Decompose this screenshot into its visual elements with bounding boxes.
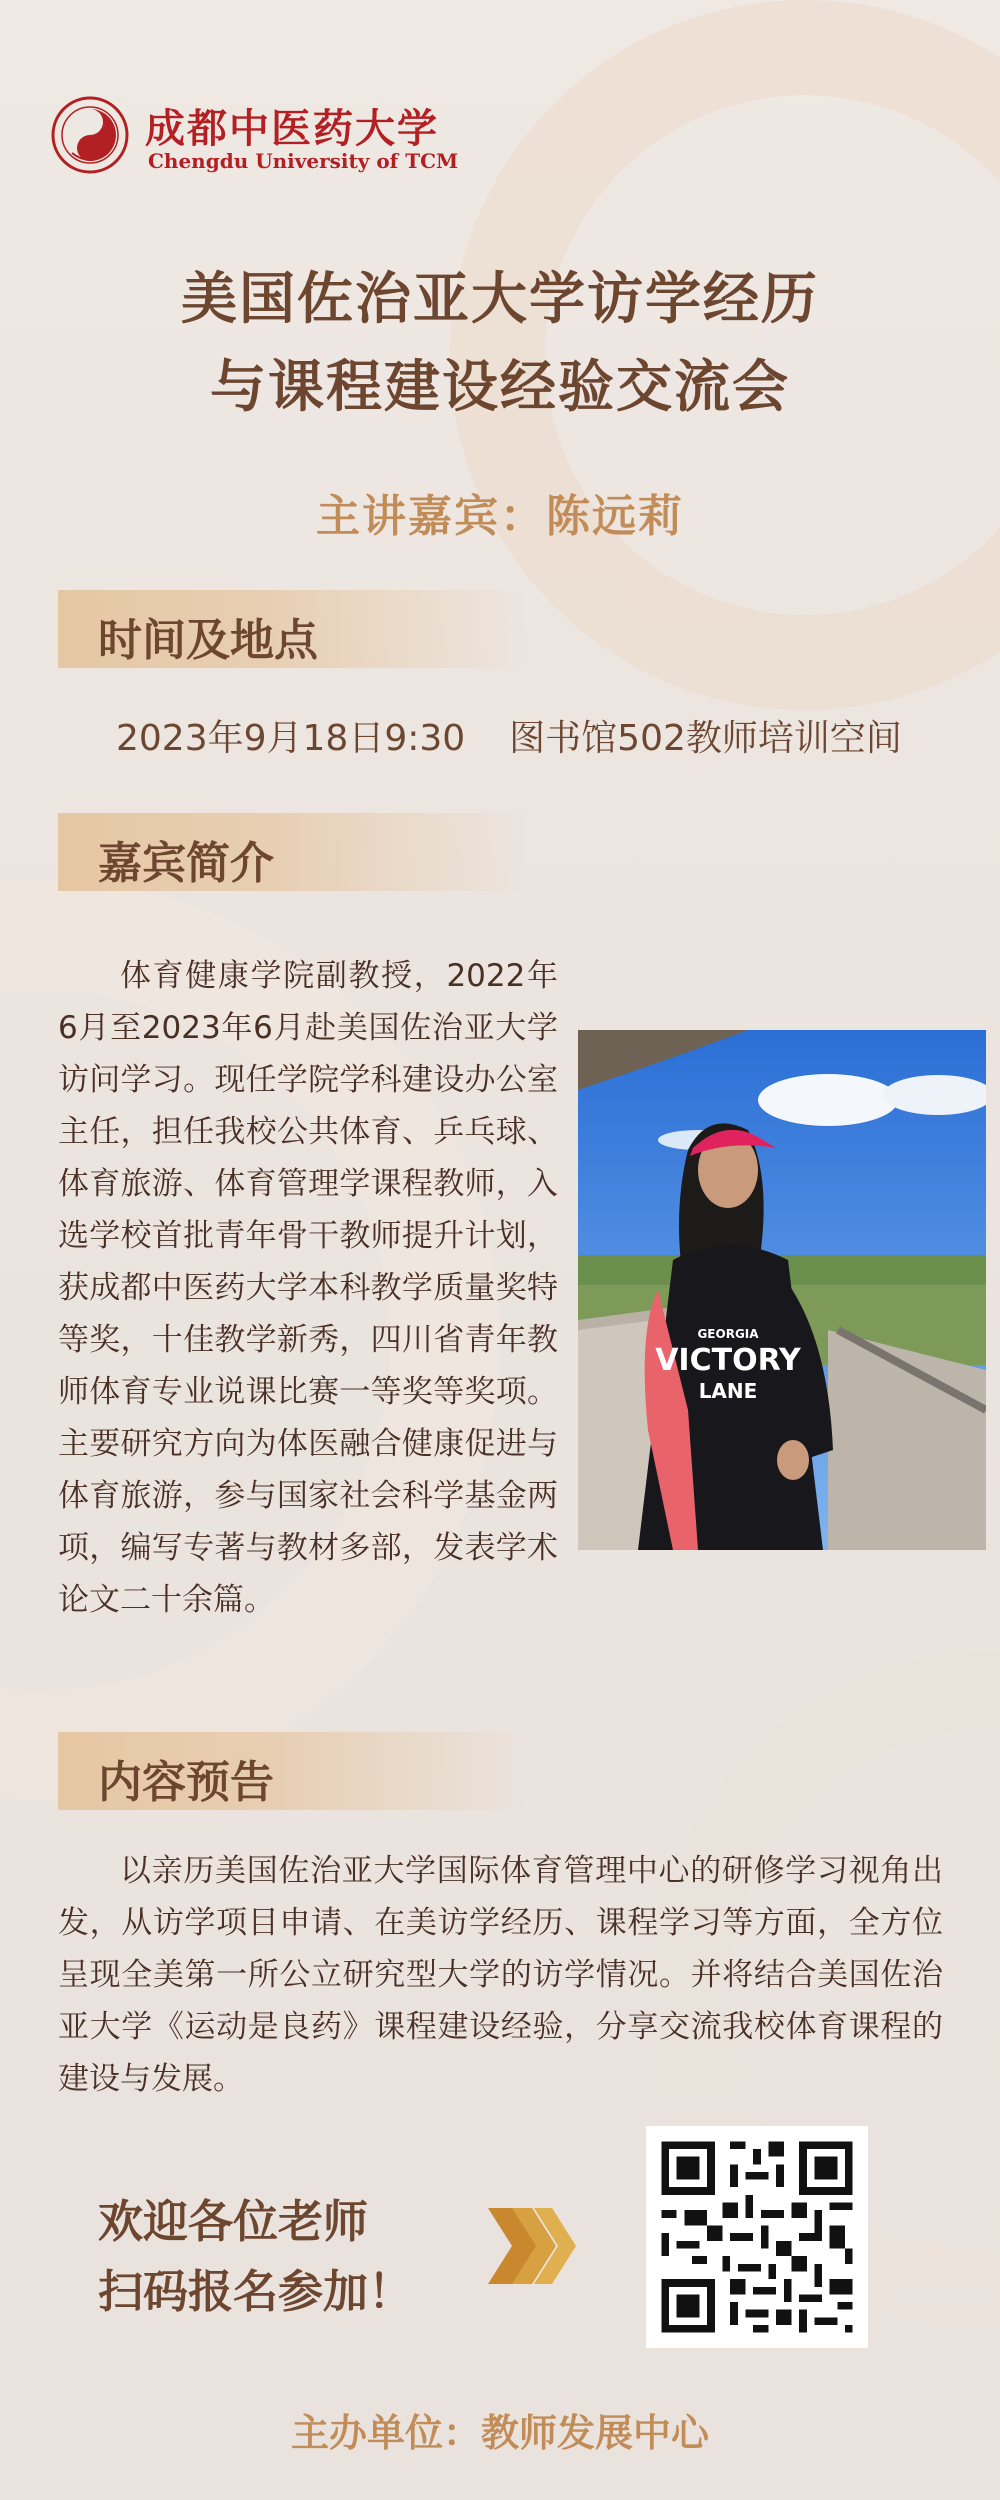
guest-photo [578,1030,986,1550]
time-place-info [116,710,902,761]
event-datetime: 2023年9月18日9:30 [116,718,466,759]
content-preview-text: 以亲历美国佐治亚大学国际体育管理中心的研修学习视角出发，从访学项目申请、在美访学经历、课程学习等方面，全方位呈现全美第一所公立研究型大学的访学情况。并将结合美国佐治亚大学《运动是良药》课程建设经验，分享交流我校体育课程的建设与发展。 [58,1853,943,2097]
logo-chinese-name: 成都中医药大学 [145,105,439,152]
logo-english-name: Chengdu University of TCM [148,149,459,173]
speaker-line: 主讲嘉宾：陈远莉 [316,491,684,542]
welcome-line-1: 欢迎各位老师 [98,2195,369,2248]
tcm-seal-icon [50,95,130,175]
university-logo [50,95,470,180]
event-location: 图书馆502教师培训空间 [509,718,902,759]
registration-qr-code[interactable] [646,2126,868,2348]
section-heading-content-preview [58,1732,528,1810]
section-heading-label: 内容预告 [98,1757,274,1808]
event-title-line-2: 与课程建设经验交流会 [210,355,790,420]
guest-bio-text: 体育健康学院副教授，2022年6月至2023年6月赴美国佐治亚大学访问学习。现任学院学科建设办公室主任，担任我校公共体育、乒乓球、体育旅游、体育管理学课程教师，入选学校首批青年骨干教师提升计划，获成都中医药大学本科教学质量奖特等奖，十佳教学新秀，四川省青年教师体育专业说课比赛一等奖等奖项。主要研究方向为体医融合健康促进与体育旅游，参与国家社会科学基金两项，编写专著与教材多部，发表学术论文二十余篇。 [58,958,558,1618]
section-heading-time-place [58,590,528,668]
host-organization: 主办单位：教师发展中心 [290,2411,709,2455]
shirt-text-line-3: LANE [698,1379,758,1403]
event-title-line-1: 美国佐治亚大学访学经历 [181,267,819,332]
shirt-text-line-2: VICTORY [655,1343,801,1378]
qr-code-icon [646,2126,868,2348]
shirt-text-line-1: GEORGIA [697,1327,759,1341]
section-heading-label: 嘉宾简介 [98,838,274,889]
section-heading-label: 时间及地点 [98,615,318,666]
welcome-line-2: 扫码报名参加！ [98,2265,414,2318]
triple-chevron-right-icon [488,2208,588,2284]
section-heading-guest-intro [58,813,528,891]
